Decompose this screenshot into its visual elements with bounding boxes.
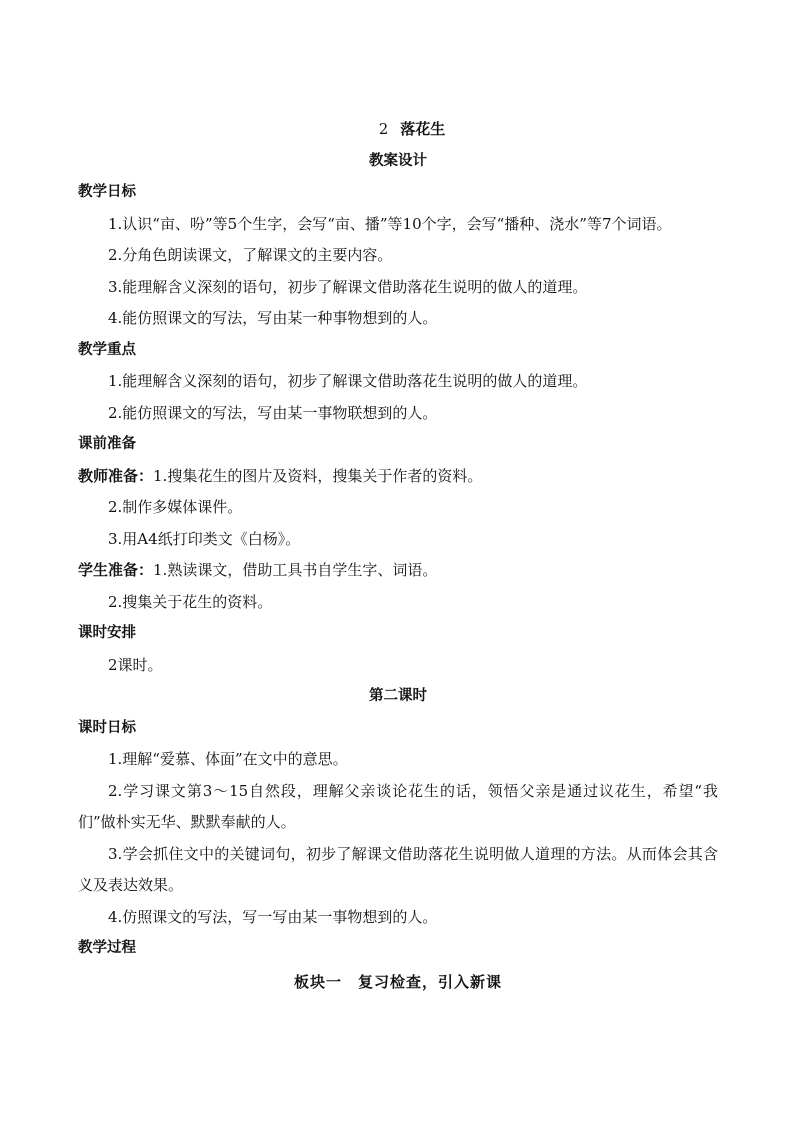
document-subtitle: 教案设计 bbox=[369, 152, 427, 169]
schedule-text: 2课时。 bbox=[108, 655, 163, 674]
teacher-prep-item: 1.搜集花生的图片及资料，搜集关于作者的资料。 bbox=[153, 466, 483, 485]
lesson-goal-item: 3.学会抓住文中的关键词句，初步了解课文借助落花生说明做人道理的方法。从而体会其含义及表达效果。 bbox=[78, 844, 718, 894]
prep-heading: 课前准备 bbox=[78, 436, 136, 452]
lesson-goal-item: 2.学习课文第3～15自然段，理解父亲谈论花生的话，领悟父亲是通过议花生，希望“我们”做朴实无华、默默奉献的人。 bbox=[78, 781, 718, 831]
lesson-number: 2 bbox=[378, 120, 389, 138]
teacher-prep-item: 2.制作多媒体课件。 bbox=[108, 498, 243, 516]
focus-item: 2.能仿照课文的写法，写由某一事物联想到的人。 bbox=[108, 403, 438, 422]
block-one-title: 板块一 复习检查，引入新课 bbox=[293, 972, 502, 991]
focus-heading: 教学重点 bbox=[78, 341, 136, 358]
focus-item: 1.能理解含义深刻的语句，初步了解课文借助落花生说明的做人的道理。 bbox=[108, 372, 588, 390]
student-prep-item: 2.搜集关于花生的资料。 bbox=[108, 592, 273, 611]
document-content bbox=[78, 114, 718, 998]
goal-item: 2.分角色朗读课文，了解课文的主要内容。 bbox=[108, 246, 393, 264]
goal-item: 1.认识“亩、吩”等5个生字，会写“亩、播”等10个字，会写“播种、浇水”等7个词语。 bbox=[108, 214, 672, 233]
goal-item: 3.能理解含义深刻的语句，初步了解课文借助落花生说明的做人的道理。 bbox=[108, 277, 588, 296]
lesson-goal-item: 4.仿照课文的写法，写一写由某一事物想到的人。 bbox=[108, 907, 438, 926]
lesson-title bbox=[78, 114, 718, 146]
teacher-prep-label: 教师准备： bbox=[78, 466, 154, 485]
teacher-prep-line bbox=[78, 461, 718, 493]
lesson-title-text: 落花生 bbox=[400, 120, 446, 138]
process-heading: 教学过程 bbox=[78, 940, 136, 956]
goals-heading: 教学日标 bbox=[78, 184, 136, 200]
student-prep-item: 1.熟读课文，借助工具书自学生字、词语。 bbox=[153, 561, 438, 579]
goal-item: 4.能仿照课文的写法，写由某一种事物想到的人。 bbox=[108, 309, 438, 327]
schedule-heading: 课时安排 bbox=[78, 625, 136, 641]
student-prep-line bbox=[78, 555, 718, 587]
second-lesson-heading: 第二课时 bbox=[369, 688, 427, 704]
lesson-goal-item: 1.理解“爱慕、体面”在文中的意思。 bbox=[108, 750, 348, 768]
student-prep-label: 学生准备： bbox=[78, 561, 154, 579]
teacher-prep-item: 3.用A4纸打印类文《白杨》。 bbox=[108, 529, 301, 548]
lesson-goals-heading: 课时日标 bbox=[78, 719, 136, 736]
